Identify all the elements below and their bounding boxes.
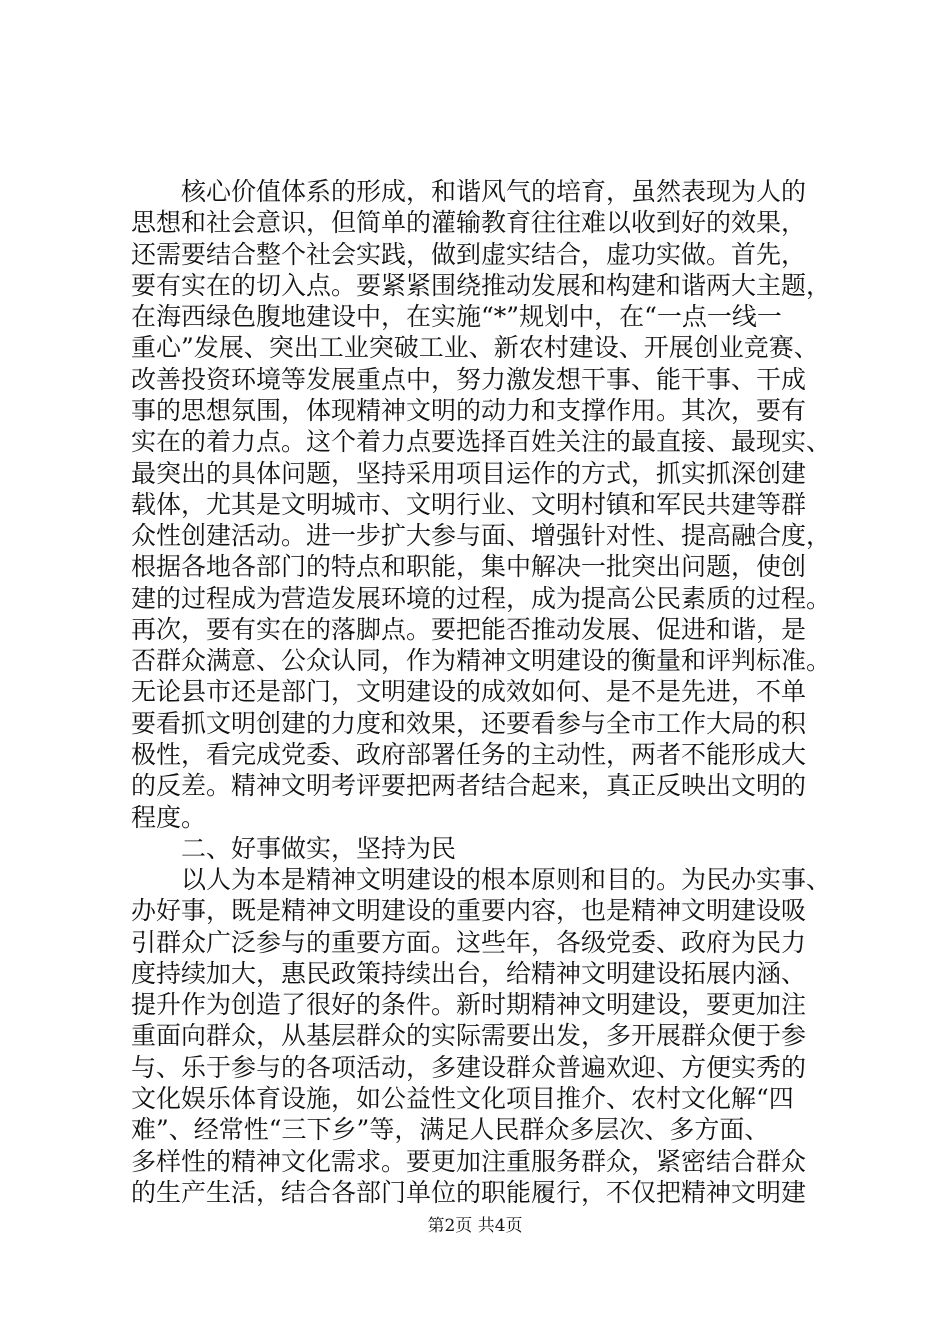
text-line: 要有实在的切入点。要紧紧围绕推动发展和构建和谐两大主题， xyxy=(131,270,832,300)
page-footer: 第2页 共4页 xyxy=(427,1216,523,1236)
text-line: 程度。 xyxy=(131,802,207,832)
text-line: 极性，看完成党委、政府部署任务的主动性，两者不能形成大 xyxy=(131,739,807,769)
text-line: 与、乐于参与的各项活动，多建设群众普遍欢迎、方便实秀的 xyxy=(131,1052,807,1082)
text-line: 的生产生活，结合各部门单位的职能履行，不仅把精神文明建 xyxy=(131,1177,807,1207)
text-line: 事的思想氛围，体现精神文明的动力和支撑作用。其次，要有 xyxy=(131,395,807,425)
text-line: 否群众满意、公众认同，作为精神文明建设的衡量和评判标准。 xyxy=(131,646,832,676)
text-line: 文化娱乐体育设施，如公益性文化项目推介、农村文化解“四 xyxy=(131,1083,794,1113)
text-line: 实在的着力点。这个着力点要选择百姓关注的最直接、最现实、 xyxy=(131,427,832,457)
text-line: 要看抓文明创建的力度和效果，还要看参与全市工作大局的积 xyxy=(131,708,807,738)
text-line: 还需要结合整个社会实践，做到虚实结合，虚功实做。首先， xyxy=(131,239,807,269)
text-line: 办好事，既是精神文明建设的重要内容，也是精神文明建设吸 xyxy=(131,896,807,926)
text-line: 再次，要有实在的落脚点。要把能否推动发展、促进和谐，是 xyxy=(131,614,807,644)
section-heading: 二、好事做实，坚持为民 xyxy=(131,833,457,863)
text-line: 核心价值体系的形成，和谐风气的培育，虽然表现为人的 xyxy=(131,177,807,206)
text-line: 提升作为创造了很好的条件。新时期精神文明建设，要更加注 xyxy=(131,990,807,1020)
text-line: 改善投资环境等发展重点中，努力激发想干事、能干事、干成 xyxy=(131,364,807,394)
text-line: 众性创建活动。进一步扩大参与面、增强针对性、提高融合度， xyxy=(131,521,832,550)
text-line: 思想和社会意识，但简单的灌输教育往往难以收到好的效果， xyxy=(131,208,807,238)
text-line: 多样性的精神文化需求。要更加注重服务群众，紧密结合群众 xyxy=(131,1146,807,1176)
text-line: 在海西绿色腹地建设中，在实施“*”规划中，在“一点一线一 xyxy=(131,302,782,332)
text-line: 引群众广泛参与的重要方面。这些年，各级党委、政府为民力 xyxy=(131,927,807,957)
text-line: 重面向群众，从基层群众的实际需要出发，多开展群众便于参 xyxy=(131,1021,807,1051)
text-line: 以人为本是精神文明建设的根本原则和目的。为民办实事、 xyxy=(131,865,832,894)
text-line: 重心”发展、突出工业突破工业、新农村建设、开展创业竞赛、 xyxy=(131,333,819,363)
text-line: 根据各地各部门的特点和职能，集中解决一批突出问题，使创 xyxy=(131,552,807,582)
text-line: 的反差。精神文明考评要把两者结合起来，真正反映出文明的 xyxy=(131,771,807,801)
text-line: 无论县市还是部门，文明建设的成效如何、是不是先进，不单 xyxy=(131,677,807,707)
text-line: 载体，尤其是文明城市、文明行业、文明村镇和军民共建等群 xyxy=(131,489,807,519)
text-line: 难”、经常性“三下乡”等，满足人民群众多层次、多方面、 xyxy=(131,1115,770,1145)
text-line: 最突出的具体问题，坚持采用项目运作的方式，抓实抓深创建 xyxy=(131,458,807,488)
text-line: 度持续加大，惠民政策持续出台，给精神文明建设拓展内涵、 xyxy=(131,958,807,988)
text-line: 建的过程成为营造发展环境的过程，成为提高公民素质的过程。 xyxy=(131,583,832,613)
